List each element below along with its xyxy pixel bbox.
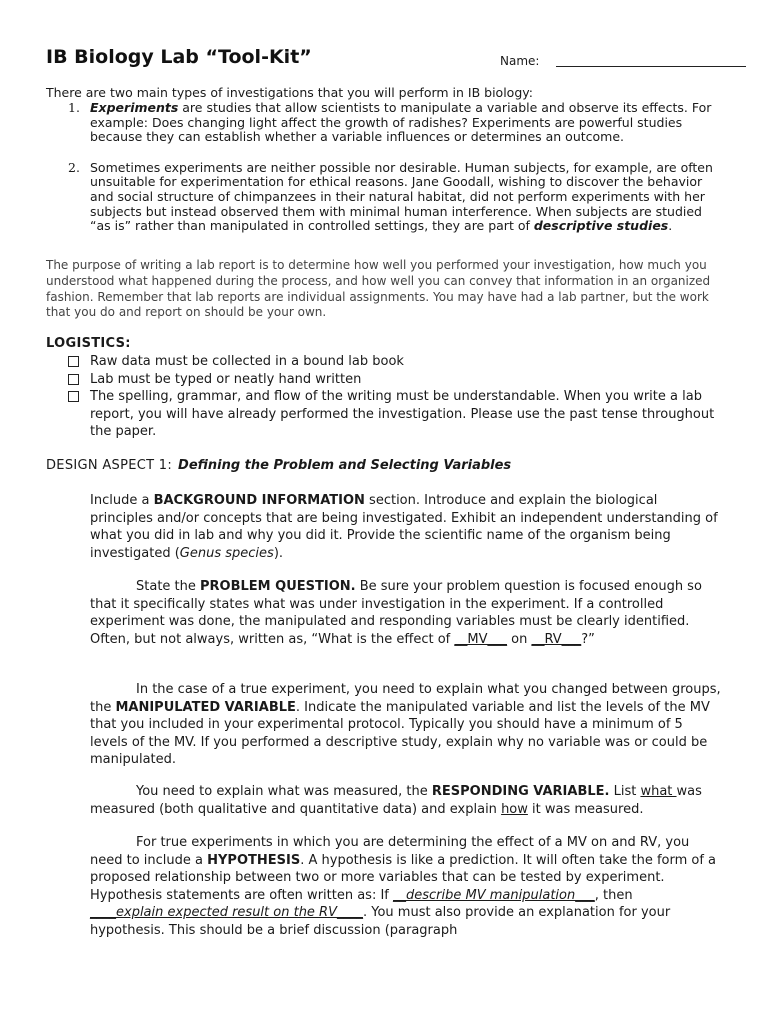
descriptive-tail: .	[668, 218, 673, 234]
background-text: section. Introduce and explain the biological principles and/or concepts that are being investigated. Exhibit an independent understanding of what you did in lab and why you did it. Provide the scientific name of the organism being investigated (	[90, 493, 718, 561]
term-responding-variable: RESPONDING VARIABLE.	[431, 784, 610, 799]
checklist-item-text: Raw data must be collected in a bound lab book	[90, 354, 404, 369]
background-tail: ).	[273, 545, 284, 561]
term-manipulated-variable: MANIPULATED VARIABLE	[115, 699, 296, 715]
intro-text: There are two main types of investigations that you will perform in IB biology:	[46, 85, 533, 100]
name-field-line[interactable]	[556, 66, 746, 67]
design-aspect-heading	[46, 458, 511, 473]
design-aspect-label: DESIGN ASPECT 1:	[46, 458, 173, 473]
checkbox-icon[interactable]	[68, 391, 79, 402]
term-background-information: BACKGROUND INFORMATION	[153, 493, 365, 508]
list-item-descriptive	[46, 161, 726, 234]
purpose-paragraph: The purpose of writing a lab report is to determine how well you performed your investigation, how much you understood what happened during the process, and how well you can convey that information in an organized fashion. Remember that lab reports are individual assignments. You may have had a lab partner, but the work that you do and report on should be your own.	[46, 258, 711, 320]
hypothesis-mid: , then	[594, 887, 633, 903]
background-paragraph	[90, 492, 724, 562]
underlined-what: what	[640, 784, 677, 799]
checkbox-icon[interactable]	[68, 374, 79, 385]
list-number: 2.	[68, 159, 80, 175]
investigation-types-list	[46, 101, 726, 234]
design-aspect-subtitle: Defining the Problem and Selecting Variables	[178, 458, 512, 473]
problem-text: Be sure your problem question is focused enough so that it specifically states what was under investigation in the experiment. If a controlled experiment was done, the manipulated and responding variables must be clearly identified. Often, but not always, written as, “What is the effect of	[90, 579, 702, 647]
checklist-item	[68, 388, 728, 441]
name-label: Name:	[500, 54, 540, 68]
logistics-checklist	[68, 353, 728, 441]
expected-result-blank: ____explain expected result on the RV____	[90, 905, 363, 920]
problem-question-paragraph	[90, 578, 724, 648]
hypothesis-lead: For true experiments in which you are determining the effect of a MV on and RV, you need to include a	[90, 835, 690, 868]
underlined-how: how	[501, 801, 528, 817]
responding-text: was measured (both qualitative and quantitative data) and explain	[90, 784, 702, 817]
page-title: IB Biology Lab “Tool-Kit”	[46, 46, 312, 68]
term-problem-question: PROBLEM QUESTION.	[200, 579, 356, 594]
mv-blank: __MV___	[454, 631, 507, 647]
manipulated-variable-paragraph	[90, 681, 724, 769]
rv-blank: __RV___	[531, 631, 582, 647]
manipulated-lead: In the case of a true experiment, you need to explain what you changed between groups, the	[90, 682, 721, 715]
list-number: 1.	[68, 100, 80, 115]
problem-mid: on	[507, 631, 532, 647]
term-experiments: Experiments	[90, 100, 179, 115]
checklist-item	[68, 371, 728, 389]
hypothesis-text: . A hypothesis is like a prediction. It will often take the form of a proposed relationship between two or more variables that can be tested by experiment. Hypothesis statements are often written as: If	[90, 852, 717, 903]
responding-variable-paragraph	[90, 783, 724, 818]
checklist-item-text: Lab must be typed or neatly hand written	[90, 371, 362, 387]
hypothesis-paragraph	[90, 834, 724, 939]
term-hypothesis: HYPOTHESIS	[207, 852, 301, 868]
list-item-experiments	[46, 101, 726, 145]
page-header	[46, 46, 726, 74]
experiments-description: are studies that allow scientists to manipulate a variable and observe its effects. For example: Does changing light affect the growth of radishes? Experiments are powerful studies because they can establish whether a variable influences or determines an outcome.	[90, 100, 712, 145]
responding-text: List	[609, 784, 641, 799]
background-lead: Include a	[90, 493, 154, 508]
hypothesis-tail: . You must also provide an explanation for your hypothesis. This should be a brief discussion (paragraph	[90, 905, 671, 938]
genus-species: Genus species	[179, 545, 274, 561]
responding-text: it was measured.	[527, 801, 644, 817]
checklist-item	[68, 353, 728, 371]
descriptive-description: Sometimes experiments are neither possible nor desirable. Human subjects, for example, are often unsuitable for experimentation for ethical reasons. Jane Goodall, wishing to discover the behavior and social structure of chimpanzees in their natural habitat, did not perform experiments with her subjects but instead observed them with minimal human interference. When subjects are studied “as is” rather than manipulated in controlled settings, they are part of	[90, 159, 713, 234]
responding-lead: You need to explain what was measured, the	[136, 784, 432, 799]
problem-lead: State the	[136, 579, 201, 594]
logistics-heading: LOGISTICS:	[46, 336, 131, 351]
describe-mv-blank: __describe MV manipulation___	[393, 887, 595, 903]
checkbox-icon[interactable]	[68, 356, 79, 367]
checklist-item-text: The spelling, grammar, and flow of the writing must be understandable. When you write a lab report, you will have already performed the investigation. Please use the past tense throughout the paper.	[90, 389, 715, 439]
problem-tail: ?”	[581, 631, 595, 647]
term-descriptive-studies: descriptive studies	[533, 218, 669, 234]
manipulated-text: . Indicate the manipulated variable and list the levels of the MV that you included in your experimental protocol. Typically you should have a minimum of 5 levels of the MV. If you performed a descriptive study, explain why no variable was or could be manipulated.	[90, 699, 710, 767]
